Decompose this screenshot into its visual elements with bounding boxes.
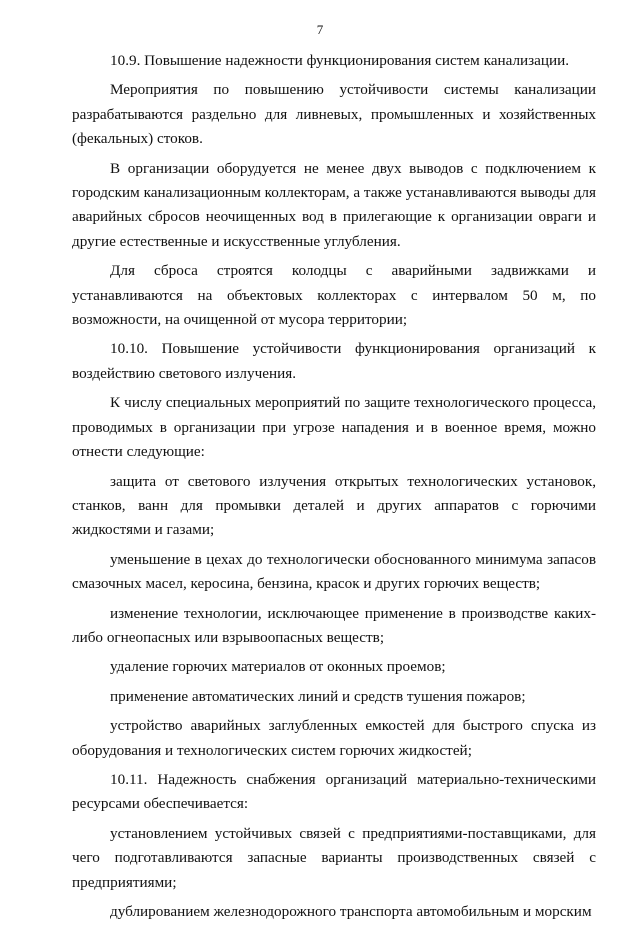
list-item: защита от светового излучения открытых технологических установок, станков, ванн для промывки деталей и других аппаратов с горючими жидкостями и газами;	[72, 472, 596, 539]
list-item: установлением устойчивых связей с предприятиями-поставщиками, для чего подготавливаются запасные варианты производственных связей с предприятиями;	[72, 824, 596, 891]
section-heading-10-9: 10.9. Повышение надежности функционирования систем канализации.	[110, 52, 570, 69]
list-item: устройство аварийных заглубленных емкостей для быстрого спуска из оборудования и технологических систем горючих жидкостей;	[72, 717, 596, 759]
section-heading-10-11: 10.11. Надежность снабжения организаций материально-техническими ресурсами обеспечивается:	[72, 770, 596, 813]
section-heading-10-10: 10.10. Повышение устойчивости функционирования организаций к воздействию светового излучения.	[72, 340, 596, 382]
document-body	[72, 49, 596, 929]
paragraph: Мероприятия по повышению устойчивости системы канализации разрабатываются раздельно для ливневых, промышленных и хозяйственных (фекальных) стоков.	[72, 81, 596, 148]
list-item: удаление горючих материалов от оконных проемов;	[110, 658, 446, 676]
list-item: применение автоматических линий и средств тушения пожаров;	[110, 687, 526, 705]
page-number: 7	[316, 22, 324, 37]
paragraph: Для сброса строятся колодцы с аварийными задвижками и устанавливаются на объектовых коллекторах с интервалом 50 м, по возможности, на очищенной от мусора территории;	[72, 262, 596, 329]
list-item: уменьшение в цехах до технологически обоснованного минимума запасов смазочных масел, керосина, бензина, красок и других горючих веществ;	[72, 550, 596, 593]
paragraph: К числу специальных мероприятий по защите технологического процесса, проводимых в организации при угрозе нападения и в военное время, можно отнести следующие:	[72, 394, 596, 461]
paragraph: В организации оборудуется не менее двух выводов с подключением к городским канализационным коллекторам, а также устанавливаются выводы для аварийных сбросов неочищенных вод в прилегающие к организации овраги и другие естественные и искусственные углубления.	[72, 159, 596, 250]
list-item: дублированием железнодорожного транспорта автомобильным и морским	[110, 903, 592, 920]
list-item: изменение технологии, исключающее применение в производстве каких-либо огнеопасных или взрывоопасных веществ;	[72, 604, 596, 646]
